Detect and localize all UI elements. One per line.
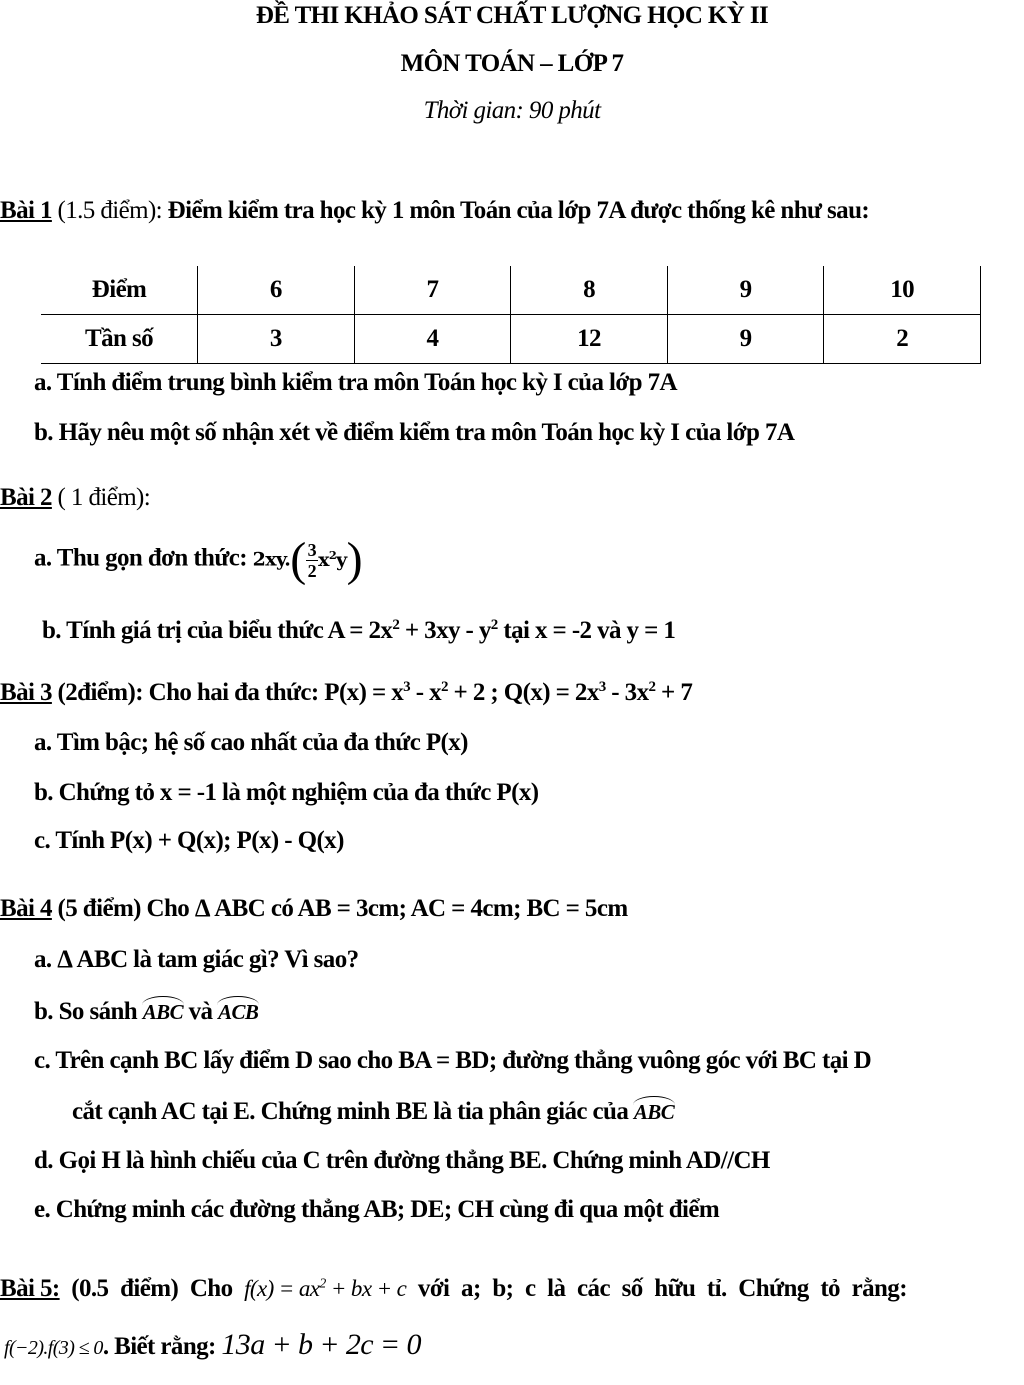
given-equation: 13a + b + 2c = 0	[221, 1328, 421, 1361]
bai4-question-d: d. Gọi H là hình chiếu của C trên đường thẳng BE. Chứng minh AD//CH	[34, 1147, 770, 1174]
bai3-question-c: c. Tính P(x) + Q(x); P(x) - Q(x)	[34, 827, 344, 854]
table-cell: 12	[511, 315, 668, 364]
table-cell: Điểm	[41, 266, 198, 315]
condition-expression: f(−2).f(3) ≤ 0	[4, 1337, 103, 1359]
bai1-question-b: b. Hãy nêu một số nhận xét về điểm kiểm tra môn Toán học kỳ I của lớp 7A	[34, 419, 795, 446]
time-line: Thời gian: 90 phút	[423, 97, 601, 124]
fraction-numerator: 3	[307, 539, 317, 560]
bai5-line2: f(−2).f(3) ≤ 0. Biết rằng: 13a + b + 2c = 0	[4, 1328, 421, 1361]
table-cell: Tần số	[41, 315, 198, 364]
bai3-question-a: a. Tìm bậc; hệ số cao nhất của đa thức P(x)	[34, 729, 468, 756]
table-cell: 6	[198, 266, 355, 315]
table-cell: 4	[354, 315, 511, 364]
table-cell: 9	[667, 266, 824, 315]
frequency-table	[41, 266, 981, 364]
fraction-denominator: 2	[307, 560, 317, 581]
bai4-question-c-line1: c. Trên cạnh BC lấy điểm D sao cho BA = BD; đường thẳng vuông góc với BC tại D	[34, 1047, 872, 1074]
bai4-question-e: e. Chứng minh các đường thẳng AB; DE; CH cùng đi qua một điểm	[34, 1196, 720, 1223]
table-cell: 9	[667, 315, 824, 364]
right-paren-icon: )	[346, 533, 362, 586]
table-cell: 10	[824, 266, 981, 315]
bai3-heading: Bài 3 (2điểm): Cho hai đa thức: $P(x) = x^3 - x^2 + 2$ ; $Q(x) = 2x^3 - 3x^2 + 7$	[0, 679, 693, 706]
angle-acb: ACB	[218, 1000, 259, 1024]
page-title: ĐỀ THI KHẢO SÁT CHẤT LƯỢNG HỌC KỲ II	[255, 2, 769, 29]
table-row	[41, 266, 981, 315]
bai2-a-tail: $x^2y$	[318, 547, 347, 571]
angle-abc: ABC	[142, 1000, 183, 1024]
bai4-question-c-line2: cắt cạnh AC tại E. Chứng minh BE là tia phân giác của ABC	[72, 1098, 675, 1125]
bai2-question-a	[34, 533, 362, 586]
bai1-points: (1.5 điểm):	[51, 197, 168, 224]
bai2-a-coef: 2xy.	[252, 548, 291, 571]
table-cell: 7	[354, 266, 511, 315]
table-row	[41, 315, 981, 364]
bai2-label: Bài 2	[0, 484, 52, 511]
bai1-heading	[0, 197, 869, 225]
bai1-label: Bài 1	[0, 197, 52, 224]
table-cell: 2	[824, 315, 981, 364]
left-paren-icon: (	[290, 533, 306, 586]
bai1-question-a: a. Tính điểm trung bình kiểm tra môn Toán học kỳ I của lớp 7A	[34, 369, 677, 396]
bai1-intro: Điểm kiểm tra học kỳ 1 môn Toán của lớp 7A được thống kê như sau:	[167, 197, 870, 224]
bai5-label: Bài 5:	[0, 1275, 60, 1302]
table-cell: 8	[511, 266, 668, 315]
bai2-question-b: b. Tính giá trị của biểu thức $A = 2x^2 + 3xy - y^2$ tại x = -2 và y = 1	[42, 617, 676, 644]
table-cell: 3	[198, 315, 355, 364]
bai4-question-b: b. So sánh ABC và ACB	[34, 998, 259, 1025]
bai2-heading	[0, 484, 150, 512]
bai3-question-b: b. Chứng tỏ x = -1 là một nghiệm của đa thức P(x)	[34, 779, 539, 806]
fraction	[306, 540, 318, 581]
bai2-a-text: a. Thu gọn đơn thức:	[34, 544, 247, 572]
function-definition: $f(x) = ax^2$ + bx + c	[244, 1275, 407, 1301]
bai5-line1: Bài 5: (0.5 điểm) Cho $f(x) = ax^2$ + bx + c với a; b; c là các số hữu tỉ. Chứng tỏ rằng:	[0, 1275, 907, 1302]
subject-line: MÔN TOÁN – LỚP 7	[400, 50, 624, 77]
bai4-heading: Bài 4 (5 điểm) Cho Δ ABC có AB = 3cm; AC = 4cm; BC = 5cm	[0, 895, 628, 922]
bai4-question-a: a. Δ ABC là tam giác gì? Vì sao?	[34, 946, 359, 973]
angle-abc: ABC	[633, 1100, 675, 1124]
bai4-label: Bài 4	[0, 895, 52, 922]
bai3-label: Bài 3	[0, 679, 52, 706]
bai2-points: ( 1 điểm):	[51, 484, 151, 511]
